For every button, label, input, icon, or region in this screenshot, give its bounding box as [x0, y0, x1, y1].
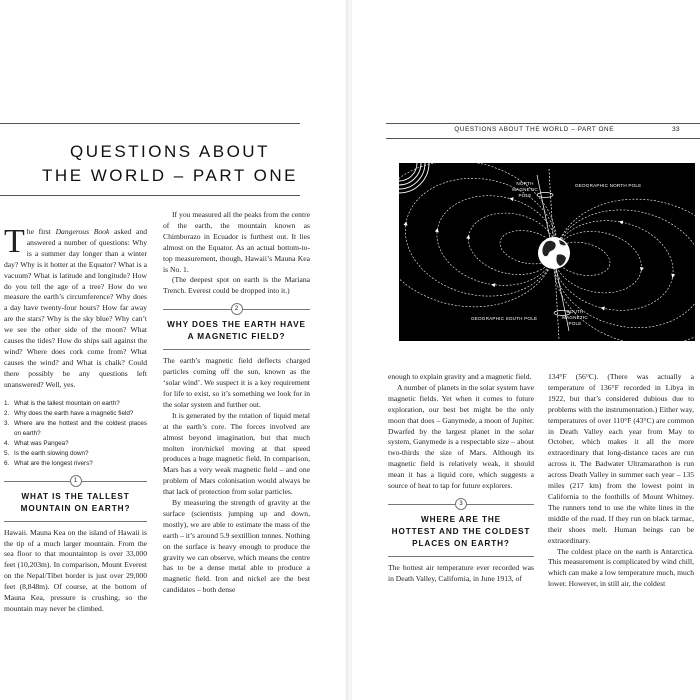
col2-paragraph-5: By measuring the strength of gravity at the surface (scientists jumping up and down, mostly), we are able to estimate the mass of the earth – it’s around 5.9 sextillion tonnes. Nothing on the surface is heavy enough to produce the gravity we can observe, which means the centre has to be a dense metal able to produce a magnetic field. Iron and nickel are the best candidates – both dense [163, 498, 311, 595]
right-page [352, 0, 700, 700]
list-item: 4. What was Pangea? [4, 439, 69, 447]
earth-icon [538, 237, 570, 269]
rcol2-paragraph-2: The coldest place on the earth is Antarctica. This measurement is complicated by wind chill, which can make a low temperature much, much lower. However, in still air, the coldest [548, 546, 694, 589]
south-magnetic-pole-label-3: POLE [568, 321, 582, 326]
questions-list [4, 399, 147, 469]
list-item: 1. What is the tallest mountain on earth? [4, 399, 120, 407]
left-column-2 [163, 210, 310, 596]
list-item: 2. Why does the earth have a magnetic field? [4, 409, 134, 417]
chapter-title-line2: THE WORLD – PART ONE [42, 166, 298, 185]
north-magnetic-pole-label-2: MAGNETIC [512, 187, 538, 192]
rcol1-paragraph-1: enough to explain gravity and a magnetic field. [388, 372, 532, 381]
page-number: 33 [672, 126, 680, 133]
south-magnetic-pole-label-1: SOUTH [566, 309, 584, 314]
section-2-marker: 2 [163, 303, 310, 315]
section-1-underline [4, 521, 147, 522]
section-3-marker: 3 [388, 498, 534, 510]
list-item: 6. What are the longest rivers? [4, 459, 93, 467]
col2-paragraph-4: It is generated by the rotation of liquid metal at the earth’s core. The forces involved are almost beyond imagination, but that much molten iron/nickel moving at that speed produces a huge magnetic field. In comparison, Mars has a very weak magnetic field – and one problem of Mars colonisation would always be that lack of protection from solar particles. [163, 410, 310, 497]
list-item: 5. Is the earth slowing down? [4, 449, 89, 457]
sun-arcs [399, 163, 429, 193]
section-1-marker: 1 [4, 475, 147, 487]
col2-paragraph-3: The earth’s magnetic field deflects charged particles coming off the sun, known as the ‘solar wind’. We suspect it is a key requirement for life to exist, so it’s something we look for in the solar system and further out. [163, 356, 310, 409]
left-page [0, 0, 346, 700]
top-rule [0, 123, 300, 124]
col2-paragraph-2: (The deepest spot on earth is the Mariana Trench. Everest could be dropped into it.) [163, 275, 310, 296]
section-3-underline [388, 556, 534, 557]
right-column-1 [388, 372, 534, 585]
rcol1-paragraph-3: The hottest air temperature ever recorded was in Death Valley, California, in June 1913, of [388, 562, 534, 583]
col2-paragraph-1: If you measured all the peaks from the centre of the earth, the mountain known as Chimborazo in Ecuador is furthest out. It lies almost on the Equator. As an actual bottom-to-top measurement, though, Hawaii’s Mauna Kea is No. 1. [163, 210, 310, 274]
top-rule [386, 123, 700, 124]
drop-cap: T [4, 223, 25, 260]
chapter-title-line1: QUESTIONS ABOUT [70, 142, 270, 161]
geographic-north-pole-label: GEOGRAPHIC NORTH POLE [575, 183, 642, 188]
magnetic-field-figure [399, 163, 695, 341]
chapter-title [40, 140, 300, 188]
right-column-2 [548, 372, 694, 590]
geographic-south-pole-label: GEOGRAPHIC SOUTH POLE [471, 316, 538, 321]
rcol1-paragraph-2: A number of planets in the solar system have magnetic fields. Yet when it comes to future exploration, our best bet might be the only moon that does – Ganymede, a moon of Jupiter. Dwarfed by the largest planet in the solar system, Ganymede is a respectable size – about two-thirds the size of Mars. Although its magnetic field is relatively weak, it should mean it has a liquid core, which suggests a source of heat to tap for future explorers. [388, 382, 534, 491]
intro-paragraph: The first Dangerous Book asked and answered a number of questions: Why is a summer day longer than a winter day? Why is it hotter at the Equator? What is a vacuum? What is latitude and longitude? How do you tell the age of a tree? How do we measure the earth’s circumference? Why does a day have twenty-four hours? How far away are the stars? Why is the sky blue? Why can’t we see the other side of the moon? What causes the tides? How do ships sail against the wind? Where does cork come from? What causes the wind? and What is chalk? Could there possibly be any questions left unanswered? Well, yes. [4, 223, 147, 389]
magnetic-field-diagram [399, 163, 695, 341]
north-magnetic-pole-label-3: POLE [518, 193, 532, 198]
book-title: Dangerous Book [55, 227, 110, 236]
header-rule [386, 138, 700, 139]
section-1-text: Hawaii. Mauna Kea on the island of Hawaii is the tip of a much larger mountain. From the sea floor to that mountaintop is over 33,000 feet (10,203m). In comparison, Mount Everest on the Nepal/Tibet border is just over 29,000 feet (8,848m). Of course, at the bottom of Mauna Kea, pressure is crushing, so the mountain may never be climbed. [4, 527, 147, 613]
running-head: QUESTIONS ABOUT THE WORLD – PART ONE [454, 126, 614, 133]
section-1-heading: WHAT IS THE TALLEST MOUNTAIN ON EARTH? [20, 491, 131, 513]
south-magnetic-pole-label-2: MAGNETIC [562, 315, 588, 320]
north-magnetic-pole-label-1: NORTH [516, 181, 534, 186]
section-2-underline [163, 349, 310, 350]
list-item: 3. Where are the hottest and the coldest places on earth? [4, 419, 147, 437]
title-rule [0, 195, 300, 196]
section-3-heading: WHERE ARE THE HOTTEST AND THE COLDEST PLACES ON EARTH? [391, 514, 531, 548]
section-2-heading: WHY DOES THE EARTH HAVE A MAGNETIC FIELD? [167, 320, 306, 342]
left-column-1 [4, 223, 147, 615]
rcol2-paragraph-1: 134°F (56°C). (There was actually a temperature of 136°F recorded in Libya in 1922, but that’s considered dubious due to problems with the instrumentation.) Either way, temperatures of over 110°F (43°C) are common in Death Valley each year from May to October, which makes it all the more extraordinary that long-distance races are run across it. The Badwater Ultramarathon is run across Death Valley in summer each year – 135 miles (217 km) from the lowest point in California to the foothills of Mount Whitney. The runners tend to use the white lines in the middle of the road. If they run on black tarmac, their shoes melt. Human beings can be extraordinary. [548, 372, 694, 545]
